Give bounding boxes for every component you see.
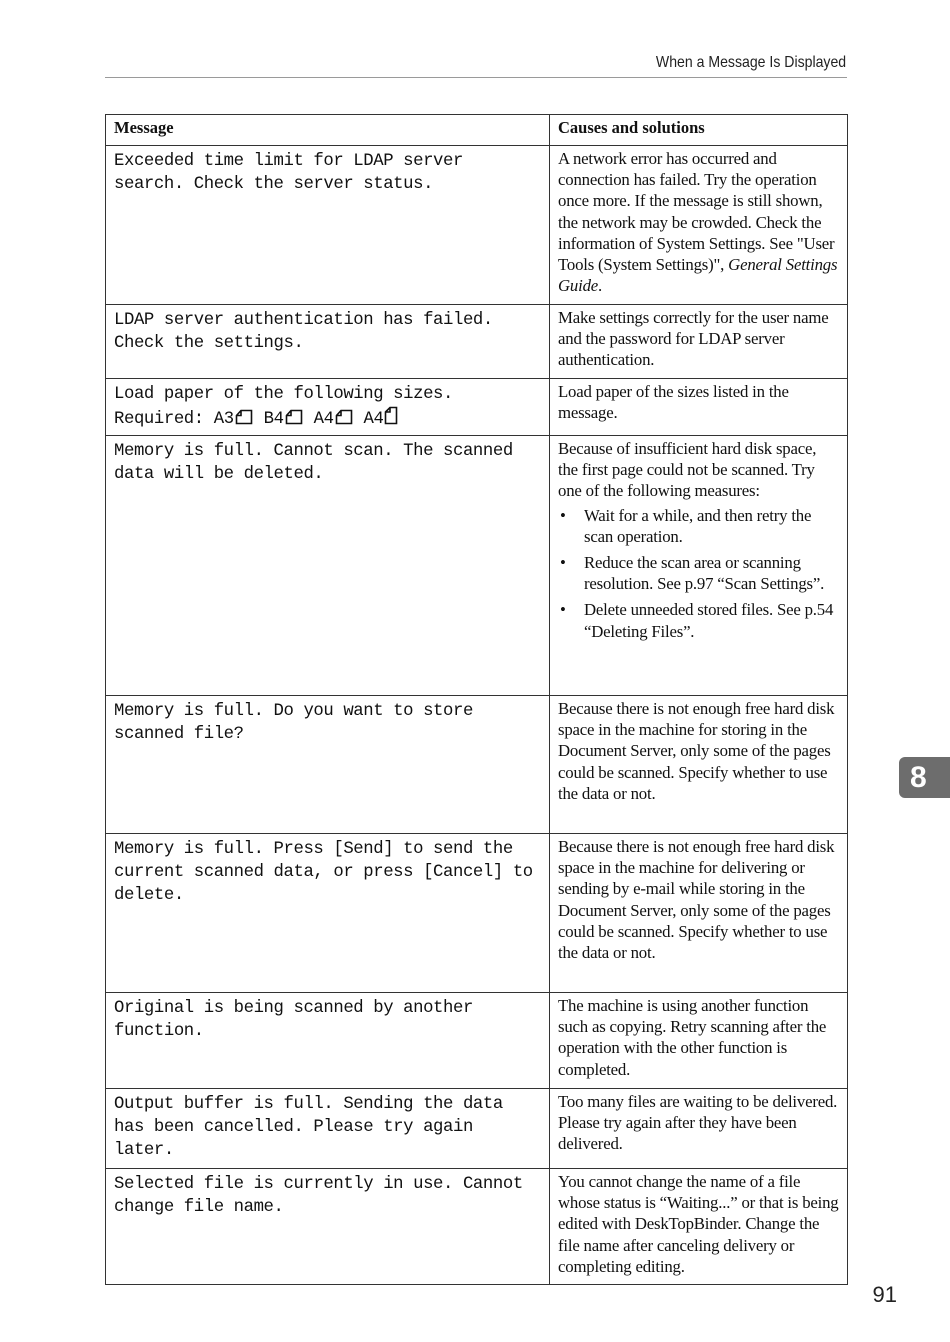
guide-reference: General Settings Guide (558, 255, 838, 296)
list-item-text: Wait for a while, and then retry the scan operation. (584, 505, 812, 546)
list-item-text: Delete unneeded stored files. See p.54 “Deleting Files”. (584, 600, 834, 641)
list-item (558, 599, 839, 641)
message-text: Load paper of the following sizes. Required: (114, 385, 463, 429)
chapter-tab: 8 (899, 757, 950, 798)
column-header-message: Message (106, 115, 550, 146)
message-cell: Selected file is currently in use. Cannot change file name. (106, 1169, 550, 1285)
paper-landscape-icon (285, 409, 303, 425)
table-row (106, 1089, 848, 1169)
message-cell: Memory is full. Do you want to store scanned file? (106, 696, 550, 834)
list-item-text: Reduce the scan area or scanning resolution. See p.97 “Scan Settings”. (584, 553, 825, 594)
table-row (106, 993, 848, 1089)
table-row (106, 834, 848, 993)
causes-text: Because of insufficient hard disk space, the first page could not be scanned. Try one of the following measures: (558, 439, 817, 501)
paper-portrait-icon (384, 406, 398, 425)
table-row (106, 436, 848, 696)
message-cell (106, 379, 550, 436)
message-cell: Exceeded time limit for LDAP server search. Check the server status. (106, 146, 550, 305)
table-row (106, 379, 848, 436)
table-row (106, 1169, 848, 1285)
causes-cell (550, 146, 848, 305)
running-header: When a Message Is Displayed (655, 54, 846, 71)
paper-size-a3: A3 (213, 410, 234, 429)
causes-cell: Because there is not enough free hard disk space in the machine for storing in the Document Server, only some of the pages could be scanned. Specify whether to use the data or not. (550, 696, 848, 834)
paper-landscape-icon (235, 409, 253, 425)
message-cell: Memory is full. Cannot scan. The scanned data will be deleted. (106, 436, 550, 696)
page-number: 91 (872, 1282, 897, 1307)
message-table (105, 114, 848, 1285)
causes-cell: You cannot change the name of a file whose status is “Waiting...” or that is being edited with DeskTopBinder. Change the file name after canceling delivery or completing editing. (550, 1169, 848, 1285)
paper-size-a4: A4 (313, 410, 334, 429)
list-item (558, 552, 839, 594)
bullet-icon: • (560, 600, 566, 620)
bullet-icon: • (560, 553, 566, 573)
table-row (106, 696, 848, 834)
bullet-icon: • (560, 505, 566, 525)
message-cell: Output buffer is full. Sending the data has been cancelled. Please try again later. (106, 1089, 550, 1169)
paper-landscape-icon (335, 409, 353, 425)
table-row (106, 305, 848, 379)
causes-cell: Too many files are waiting to be delivered. Please try again after they have been delivered. (550, 1089, 848, 1169)
list-item (558, 505, 839, 547)
causes-text: A network error has occurred and connection has failed. Try the operation once more. If the message is still shown, the network may be crowded. Check the information of System Settings. See "User Tools (System Settings)", (558, 149, 835, 275)
causes-text-end: . (598, 276, 603, 296)
table-row (106, 146, 848, 305)
paper-size-a4: A4 (363, 410, 384, 429)
column-header-causes: Causes and solutions (550, 115, 848, 146)
message-cell: LDAP server authentication has failed. Check the settings. (106, 305, 550, 379)
measures-list (558, 505, 839, 642)
causes-cell: The machine is using another function such as copying. Retry scanning after the operation with the other function is completed. (550, 993, 848, 1089)
message-cell: Memory is full. Press [Send] to send the current scanned data, or press [Cancel] to delete. (106, 834, 550, 993)
table-header-row (106, 115, 848, 146)
causes-cell: Because there is not enough free hard disk space in the machine for delivering or sending by e-mail while storing in the Document Server, only some of the pages could be scanned. Specify whether to use the data or not. (550, 834, 848, 993)
causes-cell: Make settings correctly for the user name and the password for LDAP server authentication. (550, 305, 848, 379)
header-divider (105, 77, 847, 78)
message-cell: Original is being scanned by another function. (106, 993, 550, 1089)
causes-cell: Load paper of the sizes listed in the message. (550, 379, 848, 436)
paper-size-b4: B4 (263, 410, 284, 429)
causes-cell (550, 436, 848, 696)
